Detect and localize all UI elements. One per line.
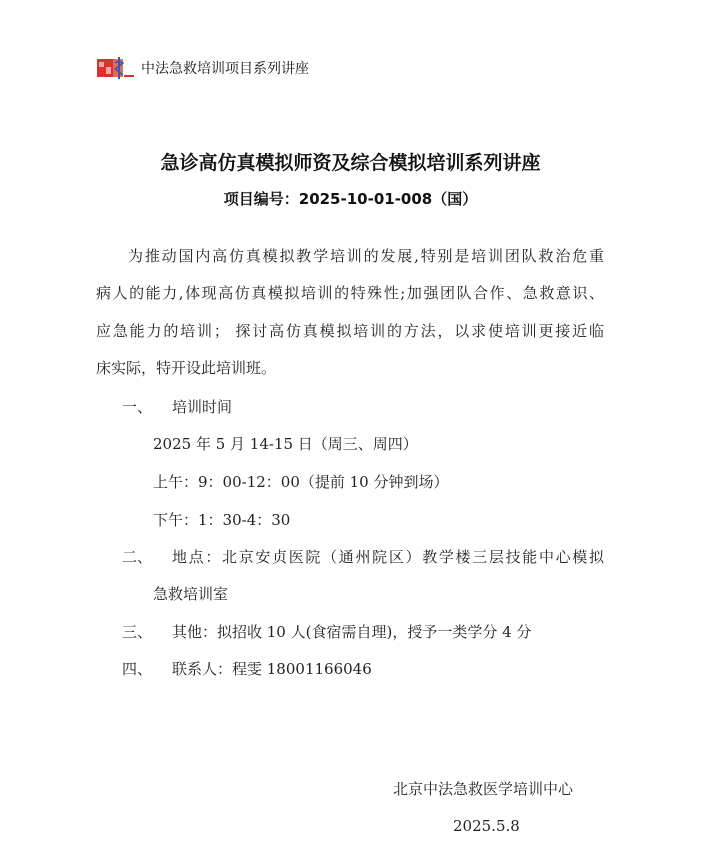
document-title: 急诊高仿真模拟师资及综合模拟培训系列讲座	[160, 152, 541, 174]
intro-line-1: 为推动国内高仿真模拟教学培训的发展,特别是培训团队救治危重	[128, 247, 604, 265]
training-date: 2025 年 5 月 14-15 日（周三、周四）	[153, 435, 418, 453]
section-1-number: 一、	[122, 398, 153, 416]
intro-line-4: 床实际，特开设此培训班。	[96, 359, 277, 377]
training-morning: 上午：9：00-12：00（提前 10 分钟到场）	[153, 473, 449, 491]
section-2-number: 二、	[122, 548, 153, 566]
intro-line-3: 应急能力的培训； 探讨高仿真模拟培训的方法，以求使培训更接近临	[96, 322, 604, 340]
section-4-number: 四、	[122, 660, 153, 678]
project-number: 项目编号：2025-10-01-008（国）	[223, 190, 478, 208]
other-info: 其他：拟招收 10 人(食宿需自理)，授予一类学分 4 分	[172, 623, 532, 641]
contact-info: 联系人：程雯 18001166046	[172, 660, 372, 678]
training-afternoon: 下午：1：30-4：30	[153, 511, 291, 529]
intro-line-2: 病人的能力,体现高仿真模拟培训的特殊性;加强团队合作、急救意识、	[96, 284, 604, 302]
section-3-number: 三、	[122, 623, 153, 641]
document-header	[97, 55, 309, 81]
location-line-1: 地点：北京安贞医院（通州院区）教学楼三层技能中心模拟	[172, 548, 604, 566]
section-1-label: 培训时间	[172, 398, 233, 416]
header-title: 中法急救培训项目系列讲座	[141, 61, 309, 77]
training-center-logo	[97, 55, 135, 81]
footer-organization: 北京中法急救医学培训中心	[393, 780, 574, 798]
footer-date: 2025.5.8	[453, 817, 520, 835]
location-line-2: 急救培训室	[153, 585, 229, 603]
